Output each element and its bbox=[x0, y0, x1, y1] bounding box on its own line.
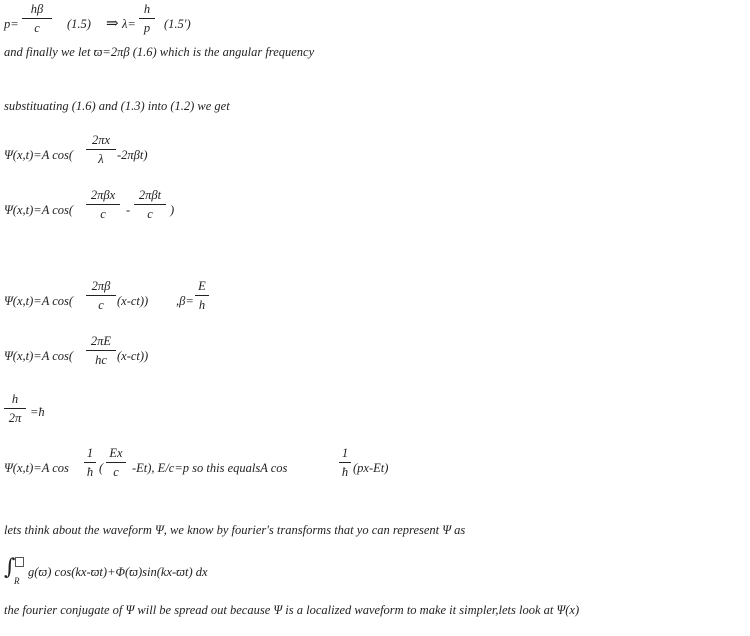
eq-b-fraction-1 bbox=[86, 189, 120, 220]
eq1-lambda-fraction bbox=[139, 3, 155, 34]
eq-d-fraction bbox=[86, 335, 116, 366]
eq-a-lhs: Ψ(x,t)=A cos( bbox=[4, 148, 74, 162]
hbar-numerator: h bbox=[11, 392, 19, 406]
eq-a-numerator: 2πx bbox=[91, 133, 111, 147]
eq-d-numerator: 2πE bbox=[90, 334, 112, 348]
eq-d-rest: (x-ct)) bbox=[117, 349, 149, 363]
eq-b-minus: - bbox=[126, 203, 131, 217]
text-fourier-conjugate: the fourier conjugate of Ψ will be spread out because Ψ is a localized waveform to make it simpler,lets look at Ψ(x) bbox=[4, 603, 580, 617]
eq-a-denominator: λ bbox=[98, 151, 104, 166]
eq-e-lhs: Ψ(x,t)=A cos bbox=[4, 461, 69, 475]
hbar-denominator: 2π bbox=[8, 410, 22, 425]
text-angular-frequency: and finally we let ϖ=2πβ (1.6) which is the angular frequency bbox=[4, 45, 315, 59]
eq1-tag-1-5-prime: (1.5') bbox=[164, 17, 191, 31]
eq-b-denominator-2: c bbox=[147, 206, 153, 221]
eq-b-lhs: Ψ(x,t)=A cos( bbox=[4, 203, 74, 217]
eq-a-fraction bbox=[86, 134, 116, 165]
eq-c-denominator: c bbox=[98, 297, 104, 312]
eq-b-numerator-2: 2πβt bbox=[138, 188, 162, 202]
eq-e-fraction-3 bbox=[339, 447, 351, 478]
eq-c-numerator: 2πβ bbox=[91, 279, 111, 293]
eq1-lambda: λ= bbox=[122, 17, 136, 31]
eq-e-denominator-3: ħ bbox=[341, 464, 349, 479]
integral-subscript: R bbox=[14, 576, 20, 586]
eq-b-denominator-1: c bbox=[100, 206, 106, 221]
hbar-equals: =ħ bbox=[30, 405, 45, 419]
text-waveform: lets think about the waveform Ψ, we know by fourier's transforms that yo can represent Ψ as bbox=[4, 523, 466, 537]
text-substituting: substituating (1.6) and (1.3) into (1.2) we get bbox=[4, 99, 230, 113]
eq-c-fraction bbox=[86, 280, 116, 311]
integral-sign-icon: ∫ bbox=[4, 555, 16, 580]
eq-b-numerator-1: 2πβx bbox=[90, 188, 116, 202]
eq-e-denominator-1: ħ bbox=[86, 464, 94, 479]
eq-e-numerator-3: 1 bbox=[341, 446, 349, 460]
eq-e-fraction-1 bbox=[84, 447, 96, 478]
eq-e-fraction-2 bbox=[106, 447, 126, 478]
eq1-p-numerator: hβ bbox=[30, 2, 44, 16]
implies-arrow-icon: ⇒ bbox=[106, 14, 119, 32]
eq1-tag-1-5: (1.5) bbox=[67, 17, 91, 31]
eq-b-fraction-2 bbox=[134, 189, 166, 220]
eq-c-rest: (x-ct)) bbox=[117, 294, 149, 308]
eq-e-denominator-2: c bbox=[113, 464, 119, 479]
eq-c-lhs: Ψ(x,t)=A cos( bbox=[4, 294, 74, 308]
eq1-lambda-denominator: p bbox=[143, 20, 151, 35]
eq1-p-fraction bbox=[22, 3, 52, 34]
eq-c-beta-numerator: E bbox=[198, 279, 206, 293]
eq-e-numerator-2: Ex bbox=[109, 446, 123, 460]
eq-c-beta: ,β= bbox=[176, 294, 194, 308]
eq-d-lhs: Ψ(x,t)=A cos( bbox=[4, 349, 74, 363]
eq-e-rest: -Et), E/c=p so this equalsA cos bbox=[132, 461, 288, 475]
integral-limit-box bbox=[15, 557, 24, 567]
eq1-lhs: p= bbox=[4, 17, 19, 31]
eq-e-tail: (px-Et) bbox=[353, 461, 389, 475]
eq-c-beta-fraction bbox=[195, 280, 209, 311]
eq1-p-denominator: c bbox=[34, 20, 40, 35]
eq-e-open: ( bbox=[99, 461, 104, 475]
eq-c-beta-denominator: h bbox=[198, 297, 206, 312]
integral-body: g(ϖ) cos(kx-ϖt)+Φ(ϖ)sin(kx-ϖt) dx bbox=[28, 565, 208, 579]
eq1-lambda-numerator: h bbox=[143, 2, 151, 16]
hbar-fraction bbox=[4, 393, 26, 424]
eq-a-rest: -2πβt) bbox=[117, 148, 148, 162]
eq-b-close: ) bbox=[170, 203, 175, 217]
eq-e-numerator-1: 1 bbox=[86, 446, 94, 460]
eq-d-denominator: hc bbox=[95, 352, 107, 367]
